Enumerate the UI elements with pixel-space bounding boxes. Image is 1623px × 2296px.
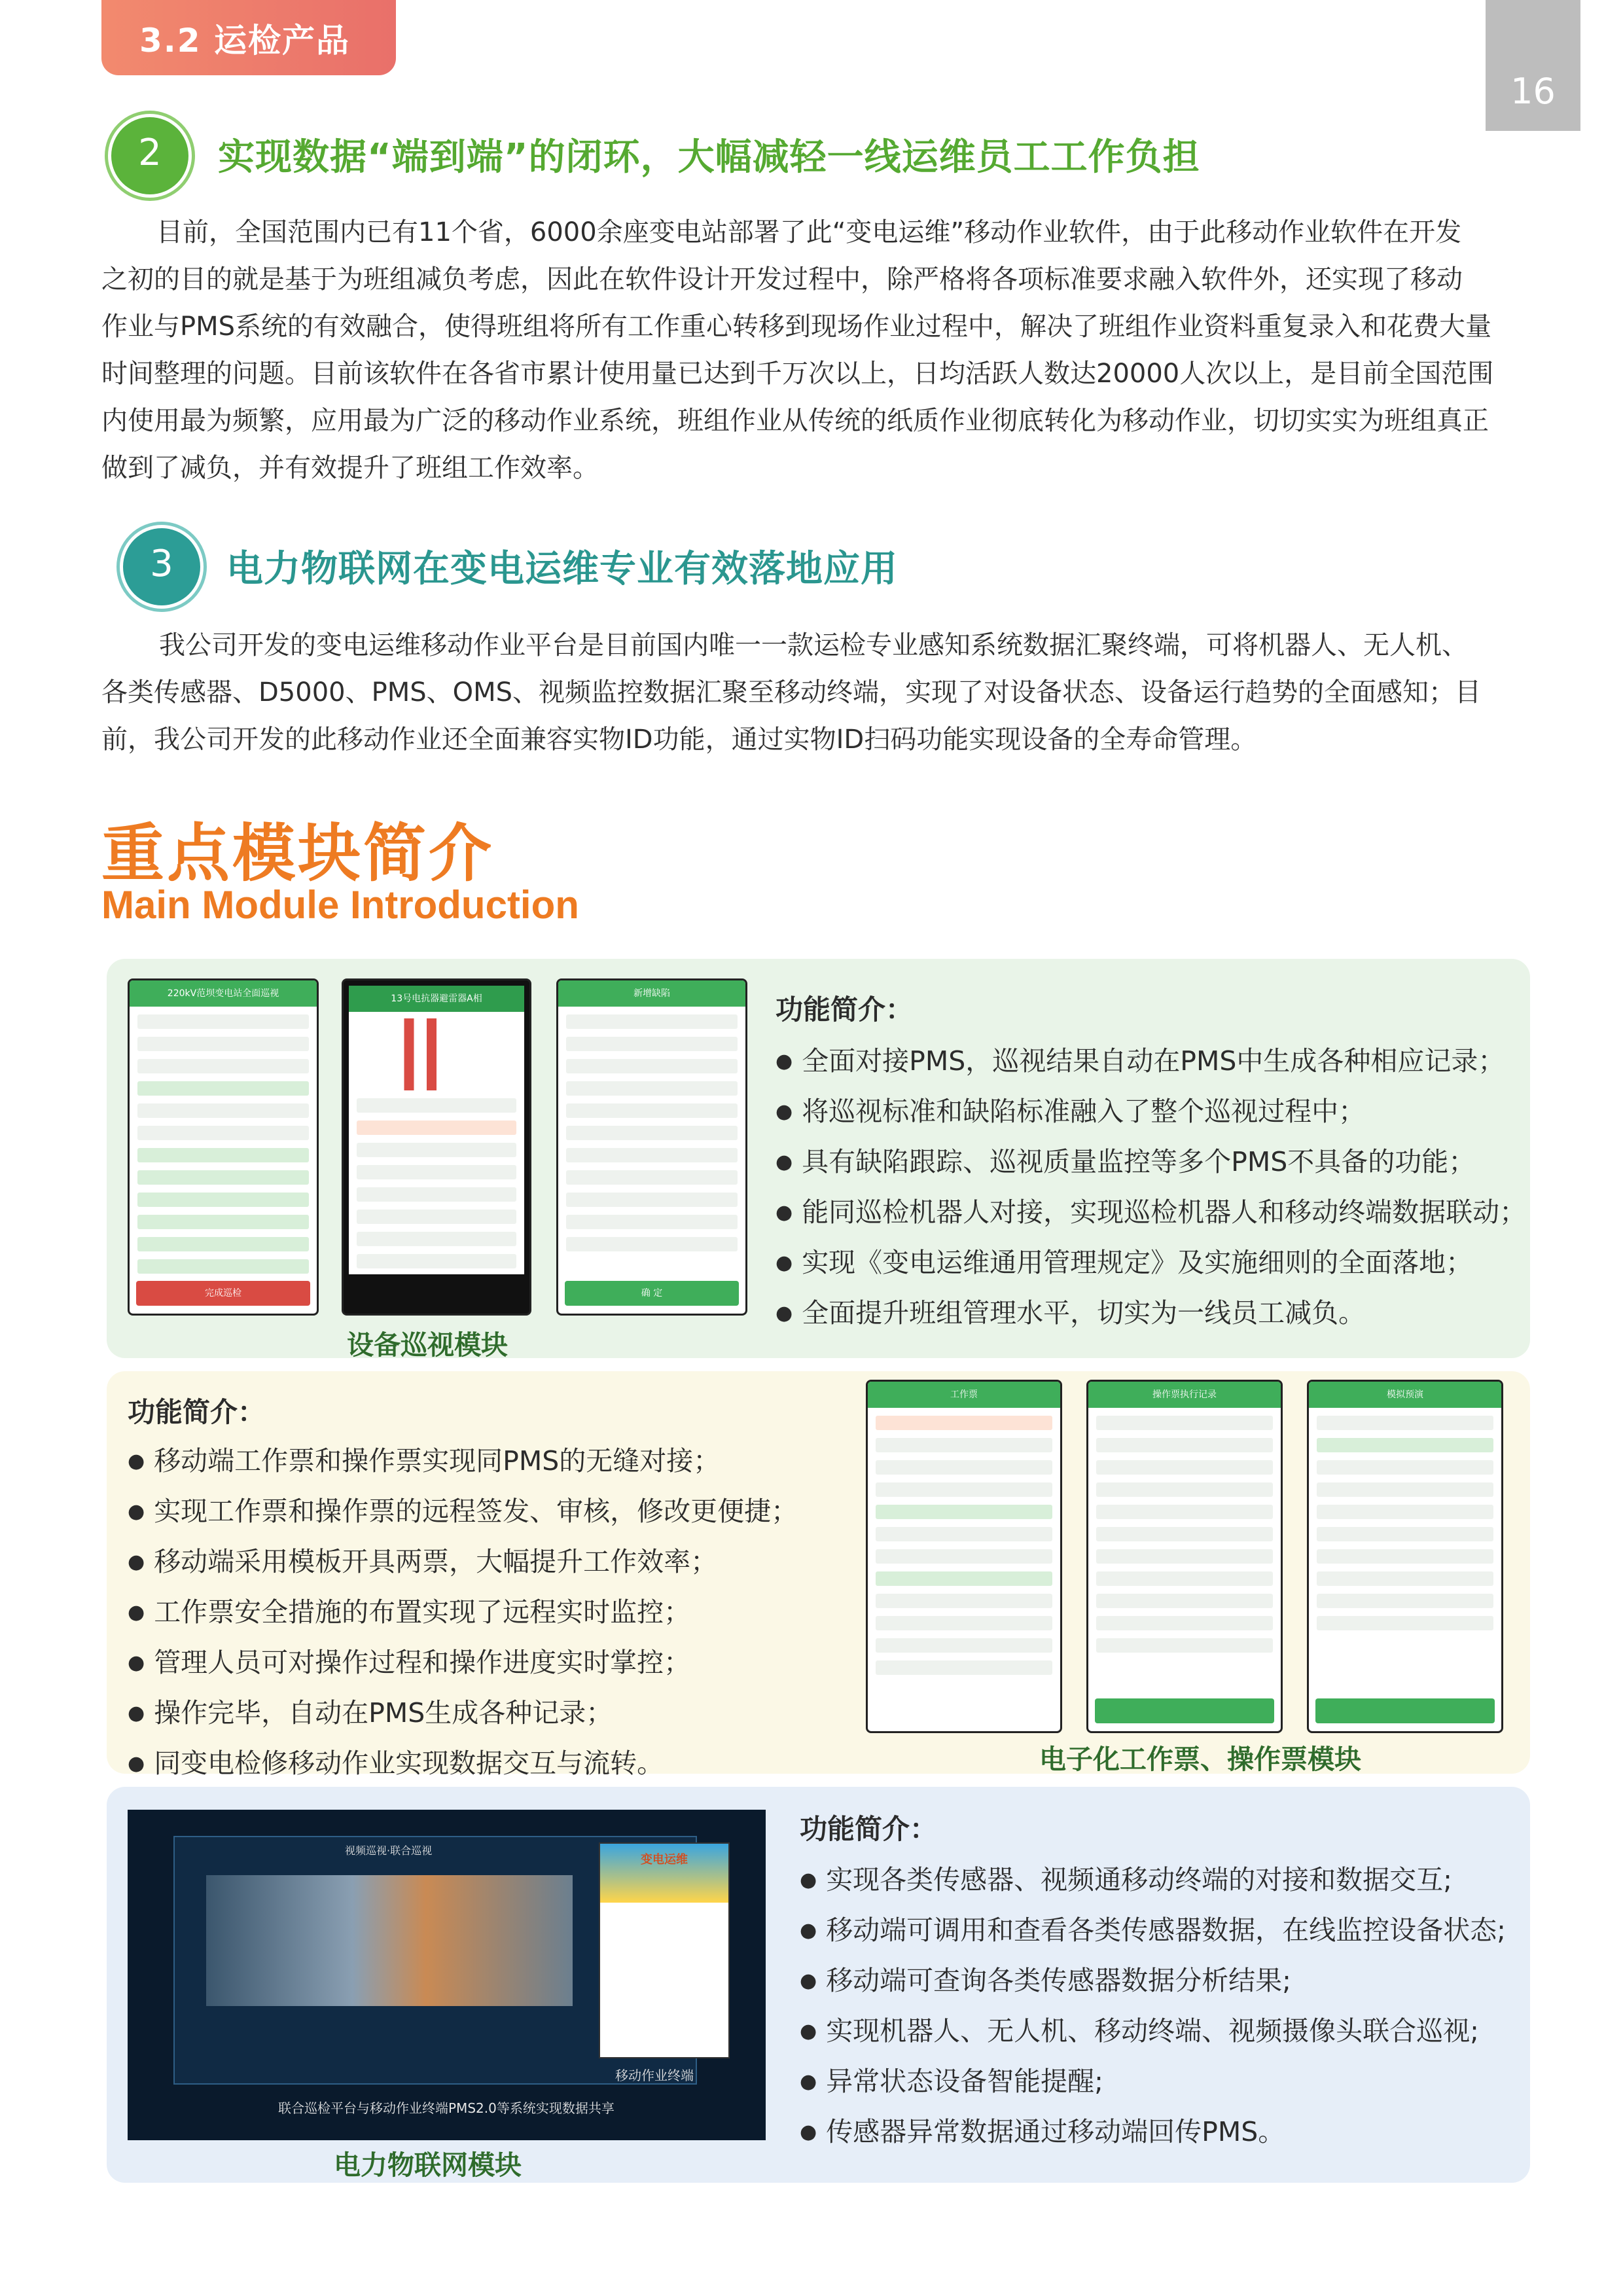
patrol-caption: 设备巡视模块 — [347, 1329, 508, 1361]
tickets-features-list — [128, 1437, 798, 1790]
iot-features-list — [800, 1856, 1506, 2159]
tickets-features-title: 功能简介： — [128, 1396, 266, 1428]
feature-item: ● 移动端可查询各类传感器数据分析结果; — [800, 1957, 1506, 2007]
feature-item: ● 异常状态设备智能提醒; — [800, 2058, 1506, 2108]
screen-title: 工作票 — [868, 1382, 1060, 1408]
patrol-side-menu — [188, 978, 319, 1316]
feature-item: ● 管理人员可对操作过程和操作进度实时掌控； — [128, 1639, 798, 1689]
modules-title-cn: 重点模块简介 — [101, 817, 494, 890]
app-name: 变电运维 — [600, 1844, 728, 1903]
patrol-screen-3 — [556, 978, 747, 1316]
dashboard-title: 视频巡视·联合巡视 — [345, 1844, 433, 1857]
paragraph-line: 时间整理的问题。目前该软件在各省市累计使用量已达到千万次以上，日均活跃人数达20000人次以上，是目前全国范围 — [101, 359, 1494, 389]
patrol-features-title: 功能简介： — [776, 994, 914, 1026]
feature-item: ● 全面对接PMS，巡视结果自动在PMS中生成各种相应记录； — [776, 1037, 1526, 1088]
patrol-screen-2 — [342, 978, 531, 1316]
feature-item: ● 实现《变电运维通用管理规定》及实施细则的全面落地； — [776, 1239, 1526, 1289]
screen-title: 220kV范坝变电站全面巡视 — [130, 980, 317, 1007]
paragraph-line: 之初的目的就是基于为班组减负考虑，因此在软件设计开发过程中，除严格将各项标准要求融入软件外，还实现了移动 — [101, 264, 1463, 295]
paragraph-line: 各类传感器、D5000、PMS、OMS、视频监控数据汇聚至移动终端，实现了对设备状态、设备运行趋势的全面感知；目 — [101, 677, 1482, 708]
feature-item: ● 全面提升班组管理水平，切实为一线员工减负。 — [776, 1289, 1526, 1340]
screen-title: 13号电抗器避雷器A相 — [349, 986, 524, 1012]
section-tag: 3.2 运检产品 — [101, 0, 396, 75]
dashboard-caption: 联合巡检平台与移动作业终端PMS2.0等系统实现数据共享 — [278, 2100, 615, 2116]
tickets-screen-1 — [866, 1380, 1062, 1733]
tickets-screen-3 — [1307, 1380, 1503, 1733]
tickets-screen-2 — [1086, 1380, 1283, 1733]
tickets-caption: 电子化工作票、操作票模块 — [1039, 1744, 1361, 1775]
feature-item: ● 实现机器人、无人机、移动终端、视频摄像头联合巡视; — [800, 2007, 1506, 2058]
section-number-3: 3 — [123, 528, 200, 605]
paragraph-line: 前，我公司开发的此移动作业还全面兼容实物ID功能，通过实物ID扫码功能实现设备的全寿命管理。 — [101, 725, 1257, 755]
screen-title: 模拟预演 — [1309, 1382, 1501, 1408]
feature-item: ● 将巡视标准和缺陷标准融入了整个巡视过程中； — [776, 1088, 1526, 1138]
iot-features-title: 功能简介： — [800, 1813, 938, 1845]
complete-patrol-button: 完成巡检 — [136, 1281, 310, 1306]
section-3-paragraph — [101, 622, 1551, 763]
feature-item: ● 实现工作票和操作票的远程签发、审核，修改更便捷； — [128, 1488, 798, 1538]
paragraph-line: 内使用最为频繁，应用最为广泛的移动作业系统，班组作业从传统的纸质作业彻底转化为移动作业，切切实实为班组真正 — [101, 406, 1489, 436]
iot-caption: 电力物联网模块 — [334, 2149, 522, 2181]
screen-title: 操作票执行记录 — [1088, 1382, 1281, 1408]
feature-item: ● 移动端工作票和操作票实现同PMS的无缝对接； — [128, 1437, 798, 1488]
paragraph-line: 作业与PMS系统的有效融合，使得班组将所有工作重心转移到现场作业过程中，解决了班组作业资料重复录入和花费大量 — [101, 312, 1492, 342]
screen-title: 新增缺陷 — [558, 980, 745, 1007]
patrol-features-list — [776, 1037, 1526, 1340]
feature-item: ● 移动端可调用和查看各类传感器数据，在线监控设备状态; — [800, 1907, 1506, 1957]
feature-item: ● 工作票安全措施的布置实现了远程实时监控； — [128, 1588, 798, 1639]
feature-item: ● 能同巡检机器人对接，实现巡检机器人和移动终端数据联动； — [776, 1189, 1526, 1239]
paragraph-line: 做到了减负，并有效提升了班组工作效率。 — [101, 453, 599, 483]
section-2-title: 实现数据“端到端”的闭环，大幅减轻一线运维员工工作负担 — [218, 136, 1200, 179]
section-number-2: 2 — [111, 117, 188, 194]
feature-item: ● 传感器异常数据通过移动端回传PMS。 — [800, 2108, 1506, 2159]
video-wall — [206, 1875, 573, 2006]
feature-item: ● 操作完毕，自动在PMS生成各种记录； — [128, 1689, 798, 1740]
feature-item: ● 移动端采用模板开具两票，大幅提升工作效率； — [128, 1538, 798, 1588]
section-2-paragraph — [101, 209, 1551, 492]
section-3-title: 电力物联网在变电运维专业有效落地应用 — [226, 548, 898, 590]
page-number: 16 — [1486, 0, 1580, 131]
modules-title-en: Main Module Introduction — [101, 883, 579, 927]
feature-item: ● 具有缺陷跟踪、巡视质量监控等多个PMS不具备的功能； — [776, 1138, 1526, 1189]
iot-dashboard-image — [128, 1810, 766, 2140]
mobile-terminal-caption: 移动作业终端 — [615, 2068, 694, 2083]
paragraph-line: 我公司开发的变电运维移动作业平台是目前国内唯一一款运检专业感知系统数据汇聚终端，可将机器人、无人机、 — [159, 630, 1468, 660]
paragraph-line: 目前，全国范围内已有11个省，6000余座变电站部署了此“变电运维”移动作业软件，由于此移动作业软件在开发 — [156, 217, 1462, 247]
feature-item: ● 同变电检修移动作业实现数据交互与流转。 — [128, 1740, 798, 1790]
feature-item: ● 实现各类传感器、视频通移动终端的对接和数据交互; — [800, 1856, 1506, 1907]
mobile-terminal-mockup — [599, 1842, 730, 2058]
confirm-button: 确 定 — [565, 1281, 739, 1306]
